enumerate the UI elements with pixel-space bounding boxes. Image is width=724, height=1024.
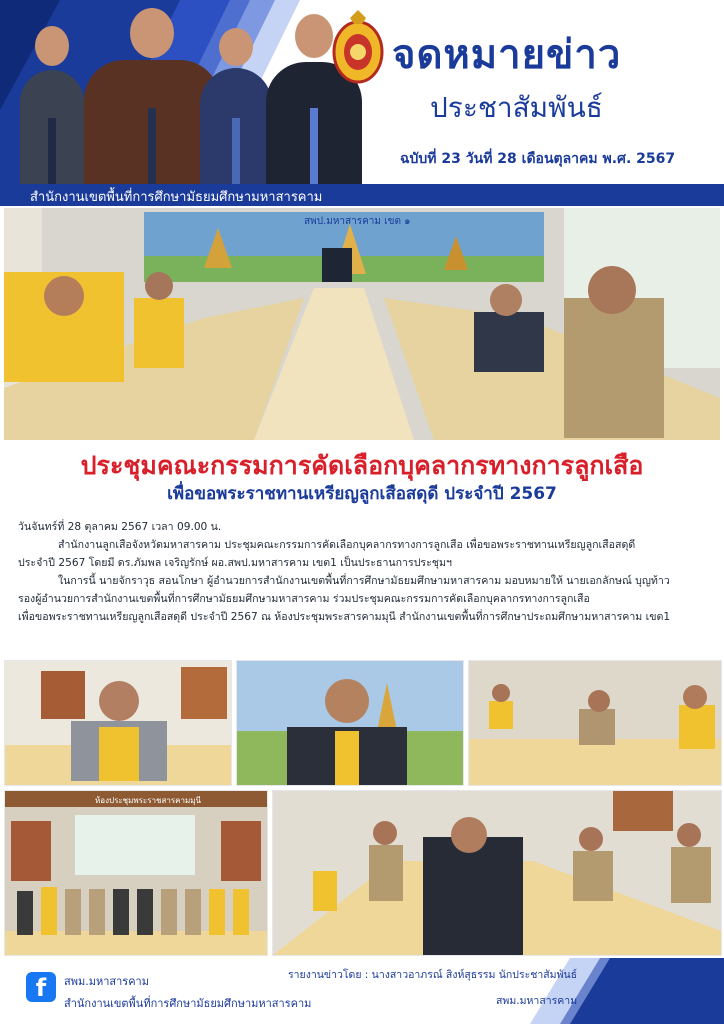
body-line: รองผู้อำนวยการสำนักงานเขตพื้นที่การศึกษามัธยมศึกษามหาสารคาม ร่วมประชุมคณะกรรมการคัดเลือกบุคลากรทางการลูกเสือ <box>18 593 590 605</box>
executives-photo <box>14 20 366 188</box>
gallery-photo <box>272 790 722 956</box>
gallery-photo <box>468 660 722 786</box>
body-line: ประจำปี 2567 โดยมี ดร.ภัมพล เจริญรักษ์ ผอ.สพป.มหาสารคาม เขต1 เป็นประธานการประชุมฯ <box>18 557 452 569</box>
headline-primary: ประชุมคณะกรรมการคัดเลือกบุคลากรทางการลูกเสือ <box>80 451 644 480</box>
newsletter-subtitle: ประชาสัมพันธ์ <box>430 91 603 124</box>
newsletter-title: จดหมายข่าว <box>392 32 622 78</box>
gallery-photo <box>4 660 232 786</box>
body-line: สำนักงานลูกเสือจังหวัดมหาสารคาม ประชุมคณะกรรมการคัดเลือกบุคลากรทางการลูกเสือ เพื่อขอพระราชทานเหรียญลูกเสือสดุดี <box>58 539 636 551</box>
headline-secondary: เพื่อขอพระราชทานเหรียญลูกเสือสดุดี ประจำปี 2567 <box>167 484 557 504</box>
facebook-page-name[interactable]: สพม.มหาสารคาม <box>64 975 149 988</box>
facebook-icon[interactable]: f <box>26 972 56 1002</box>
meeting-room-illustration <box>4 208 720 440</box>
banner-text: สพป.มหาสารคาม เขต ๑ <box>304 216 411 227</box>
gallery-photo <box>236 660 464 786</box>
issue-date: ฉบับที่ 23 วันที่ 28 เดือนตุลาคม พ.ศ. 2567 <box>400 151 676 167</box>
body-line: ในการนี้ นายจักราวุธ สอนโกษา ผู้อำนวยการสำนักงานเขตพื้นที่การศึกษามัธยมศึกษามหาสารคาม มอบหมายให้ นายเอกลักษณ์ บุญท้าว <box>58 575 670 587</box>
gallery-photo <box>4 790 268 956</box>
person-figure <box>20 70 84 188</box>
footer-office-name: สำนักงานเขตพื้นที่การศึกษามัธยมศึกษามหาสารคาม <box>64 997 312 1010</box>
person-figure <box>200 68 272 188</box>
meeting-main-photo <box>4 208 720 440</box>
reporter-credit: รายงานข่าวโดย : นางสาวอาภรณ์ สิงห์สุธรรม นักประชาสัมพันธ์ <box>288 969 578 981</box>
body-line: เพื่อขอพระราชทานเหรียญลูกเสือสดุดี ประจำปี 2567 ณ ห้องประชุมพระสารคามมุนี สำนักงานเขตพื้นที่การศึกษาประถมศึกษามหาสารคาม เขต1 <box>18 611 671 623</box>
body-line: วันจันทร์ที่ 28 ตุลาคม 2567 เวลา 09.00 น. <box>18 521 222 533</box>
office-bar <box>0 184 724 206</box>
office-name: สำนักงานเขตพื้นที่การศึกษามัธยมศึกษามหาสารคาม <box>30 190 323 205</box>
seal-emblem-icon <box>330 10 386 86</box>
newsletter-header <box>0 0 724 208</box>
article-body <box>18 518 710 626</box>
room-sign: ห้องประชุมพระราชสารคามมุนี <box>95 796 201 805</box>
reporter-organization: สพม.มหาสารคาม <box>496 995 578 1007</box>
